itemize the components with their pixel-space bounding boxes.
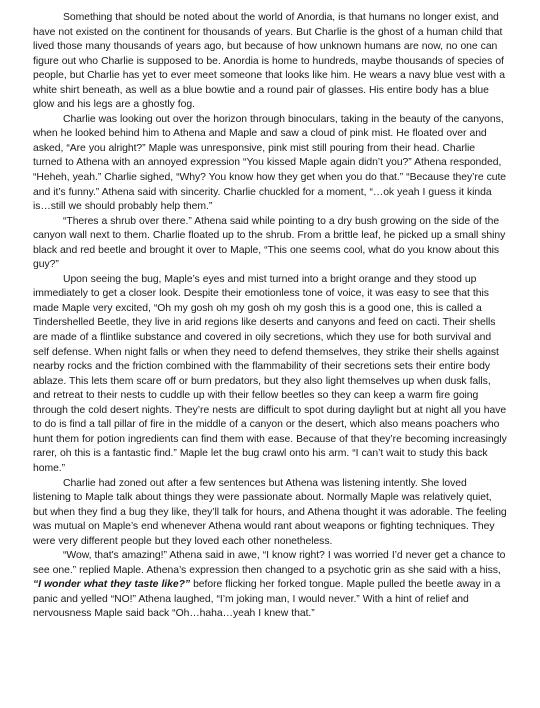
paragraph-text: Charlie had zoned out after a few sentences but Athena was listening intently. She loved listening to Maple talk about things they were passionate about. Normally Maple was relatively quiet, but when they find a bug they like, they’ll talk for hours, and Athena thought it was adorable. The feeling was mutual on Maple’s end whenever Athena would rant about weapons or fighting techniques. They were very different people but they loved each other nonetheless. [33,477,507,547]
paragraph-shrub [33,215,507,273]
paragraph-text: before flicking her forked tongue. Maple pulled the beetle away in a panic and yelled “NO!” Athena laughed, “I’m joking man, I would never.” With a hint of relief and nervousness Maple said back “Oh…haha…yeah I knew that.” [33,579,501,620]
paragraph-text: Upon seeing the bug, Maple’s eyes and mist turned into a bright orange and they stood up immediately to get a closer look. Despite their emotionless tone of voice, it was easy to see that this made Maple very excited, “Oh my gosh oh my gosh oh my gosh this is a good one, this is called a Tindershelled Beetle, they live in arid regions like deserts and canyons and feed on cacti. Their shells are made of a flintlike substance and covered in oily secretions, which they use for both survival and self defense. When night falls or when they need to defend themselves, they strike their shells against nearby rocks and the friction combined with the flammability of their secretions sets their entire body ablaze. This lets them scare off or burn predators, but they also light themselves up when dusk falls, and retreat to their nests to cuddle up with their fellow beetles so they can keep a warm fire going through the cold desert nights. They’re nests are difficult to spot during daylight but at night all you have to do is find a tall pillar of fire in the middle of a canyon or the desert, which also means poachers who hunt them for potion ingredients can find them with ease. Because of that they’re becoming increasingly rarer, oh this is a fantastic find.” Maple let the bug crawl onto his arm. “I can’t wait to study this back home.” [33,273,507,474]
paragraph-beetle-description [33,273,507,477]
paragraph-text: “Theres a shrub over there.” Athena said while pointing to a dry bush growing on the side of the canyon wall next to them. Charlie floated up to the shrub. From a brittle leaf, he picked up a small shiny black and red beetle and brought it over to Maple, “This one seems cool, what do you know about this guy?” [33,215,506,271]
paragraph-text: Something that should be noted about the world of Anordia, is that humans no longer exist, and have not existed on the continent for thousands of years. But Charlie is the ghost of a human child that lived those many thousands of years ago, but because of how unknown humans are now, no one can figure out who Charlie is supposed to be. Anordia is home to hundreds, maybe thousands of species of people, but Charlie has yet to ever meet someone that looks like him. He wears a navy blue vest with a white shirt beneath, as well as a blue bowtie and a round pair of glasses. His entire body has a blue glow and his legs are a ghostly fog. [33,12,505,111]
paragraph-taste-joke [33,549,507,622]
paragraph-world-intro [33,11,507,113]
emphasized-quote: “I wonder what they taste like?” [33,579,191,591]
paragraph-athena-listening [33,477,507,550]
paragraph-pink-mist [33,113,507,215]
paragraph-text: “Wow, that's amazing!” Athena said in awe, “I know right? I was worried I’d never get a chance to see one.” replied Maple. Athena’s expression then changed to a psychotic grin as she said with a hiss, [33,550,506,576]
paragraph-text: Charlie was looking out over the horizon through binoculars, taking in the beauty of the canyons, when he looked behind him to Athena and Maple and saw a cloud of pink mist. He floated over and asked, “Are you alright?” Maple was unresponsive, pink mist still pouring from their head. Charlie turned to Athena with an annoyed expression “You kissed Maple again didn’t you?” Athena responded, “Heheh, yeah.” Charlie sighed, “Why? You know how they get when you do that.” “Because they’re cute and it’s funny.” Athena said with sincerity. Charlie chuckled for a moment, “…ok yeah I guess it kinda is…still we should probably help them.” [33,113,507,213]
